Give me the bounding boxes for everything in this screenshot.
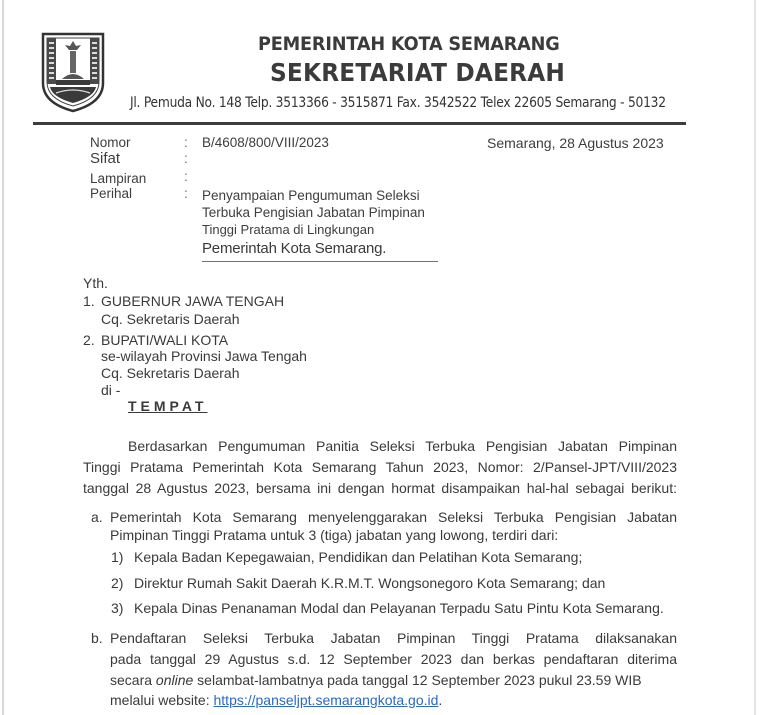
perihal-line: Penyampaian Pengumuman Seleksi [202, 188, 420, 203]
meta-label-perihal: Perihal [90, 186, 133, 201]
body-intro-line: Berdasarkan Pengumuman Panitia Seleksi Terbuka Pengisian Jabatan Pimpinan [128, 438, 677, 454]
point-b-emphasis: online [155, 672, 194, 688]
addressee-place: TEMPAT [128, 398, 208, 414]
meta-colon: : [184, 151, 188, 166]
meta-value-nomor: B/4608/800/VIII/2023 [202, 135, 329, 150]
addressee-number: 2. [83, 332, 95, 348]
point-b-line: Pendaftaran Seleksi Terbuka Jabatan Pimpinan Tinggi Pratama dilaksanakan [110, 630, 677, 646]
point-b-line: pada tanggal 29 Agustus s.d. 12 September 2023 dan berkas pendaftaran diterima [110, 651, 677, 667]
addressee-line: se-wilayah Provinsi Jawa Tengah [101, 348, 307, 364]
meta-label-sifat: Sifat [90, 150, 121, 167]
position-item: Kepala Dinas Penanaman Modal dan Pelayanan Terpadu Satu Pintu Kota Semarang. [134, 600, 664, 616]
perihal-line: Pemerintah Kota Semarang. [202, 240, 387, 257]
body-intro-line: Tinggi Pratama Pemerintah Kota Semarang Tahun 2023, Nomor: 2/Pansel-JPT/VIII/2023 [83, 459, 677, 475]
addressee-name: GUBERNUR JAWA TENGAH [101, 293, 285, 309]
letterhead-government-name: PEMERINTAH KOTA SEMARANG [258, 33, 560, 55]
point-a-line: Pimpinan Tinggi Pratama untuk 3 (tiga) jabatan yang lowong, terdiri dari: [110, 527, 559, 543]
meta-label-lampiran: Lampiran [90, 171, 147, 186]
perihal-line: Tinggi Pratama di Lingkungan [202, 222, 375, 237]
addressee-name: BUPATI/WALI KOTA [101, 332, 229, 348]
letterhead-address: Jl. Pemuda No. 148 Telp. 3513366 - 3515871 Fax. 3542522 Telex 22605 Semarang - 50132 [130, 95, 666, 111]
point-marker: b. [91, 630, 103, 646]
meta-colon: : [184, 135, 188, 150]
perihal-line: Terbuka Pengisian Jabatan Pimpinan [202, 205, 425, 220]
page-edge-left [2, 0, 4, 715]
meta-label-nomor: Nomor [90, 135, 131, 150]
addressee-line: Cq. Sekretaris Daerah [101, 365, 240, 381]
addressee-number: 1. [83, 293, 95, 309]
point-b-line [110, 672, 642, 688]
registration-website-link[interactable]: https://panseljpt.semarangkota.go.id [213, 692, 439, 708]
point-b-line [110, 692, 442, 708]
point-marker: a. [91, 509, 103, 525]
body-intro-line: tanggal 28 Agustus 2023, bersama ini dengan hormat disampaikan hal-hal sebagai berikut: [83, 480, 677, 496]
perihal-underline [202, 261, 438, 262]
page-edge-right [754, 0, 756, 715]
position-number: 1) [111, 549, 124, 565]
point-b-text: selambat-lambatnya pada tanggal 12 September 2023 pukul 23.59 WIB [193, 672, 642, 688]
point-b-text: . [438, 692, 443, 708]
semarang-coat-of-arms-icon [40, 31, 106, 113]
point-b-text: melalui website: [110, 692, 214, 708]
salutation: Yth. [83, 275, 108, 291]
letterhead-office-name: SEKRETARIAT DAERAH [270, 58, 566, 87]
position-item: Kepala Badan Kepegawaian, Pendidikan dan Pelatihan Kota Semarang; [134, 549, 583, 565]
meta-colon: : [184, 169, 188, 184]
point-a-line: Pemerintah Kota Semarang menyelenggarakan Seleksi Terbuka Pengisian Jabatan [110, 509, 677, 525]
position-number: 2) [111, 575, 124, 591]
position-number: 3) [111, 600, 124, 616]
place-date: Semarang, 28 Agustus 2023 [487, 135, 664, 151]
addressee-line: Cq. Sekretaris Daerah [101, 311, 240, 327]
position-item: Direktur Rumah Sakit Daerah K.R.M.T. Wongsonegoro Kota Semarang; dan [134, 575, 606, 591]
addressee-line: di - [101, 382, 121, 398]
point-b-text: secara [110, 672, 156, 688]
letterhead-divider [33, 122, 686, 125]
meta-colon: : [184, 186, 188, 201]
